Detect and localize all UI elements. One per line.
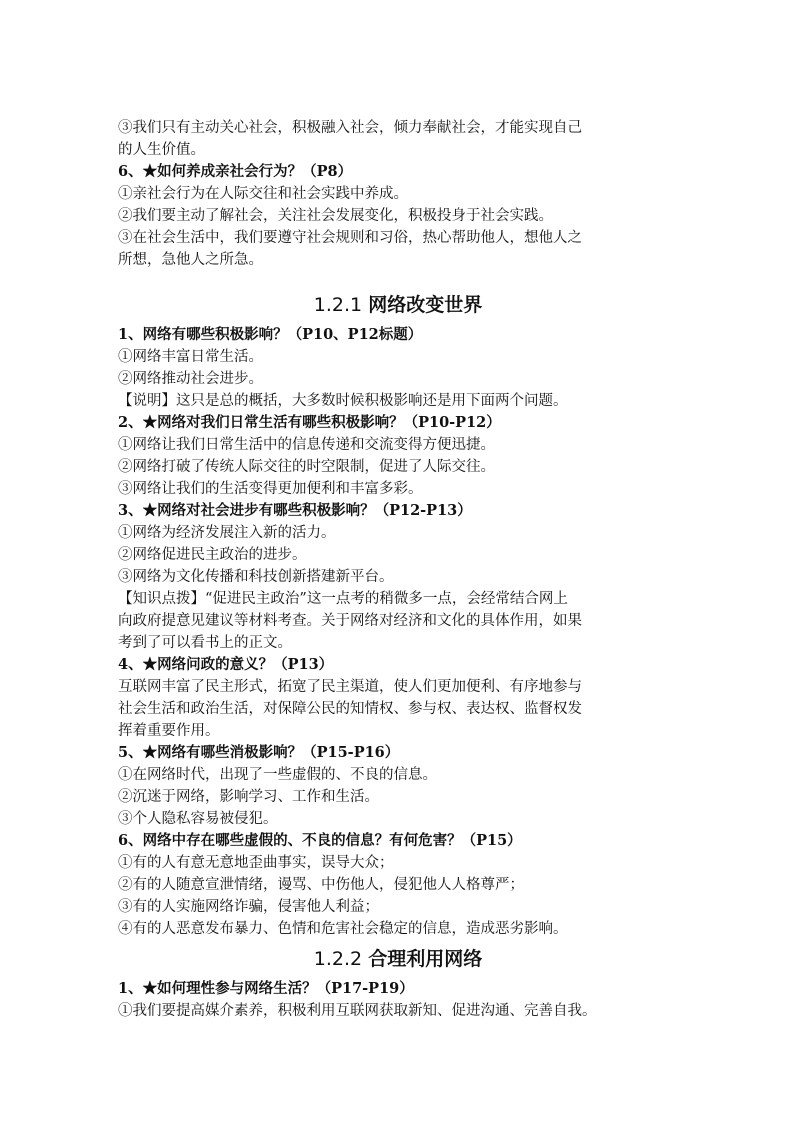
question-heading: 6、★如何养成亲社会行为？（P8） — [118, 163, 353, 180]
question-heading: 5、★网络有哪些消极影响？（P15-P16） — [118, 744, 400, 761]
text-line: ②我们要主动了解社会，关注社会发展变化，积极投身于社会实践。 — [118, 208, 553, 224]
text-line: ②网络促进民主政治的进步。 — [118, 547, 307, 563]
text-line: ③我们只有主动关心社会，积极融入社会，倾力奉献社会，才能实现自己 — [118, 120, 582, 136]
text-line: 所想，急他人之所急。 — [118, 252, 263, 268]
text-line: ②沉迷于网络，影响学习、工作和生活。 — [118, 789, 379, 805]
section-title-text: 网络改变世界 — [368, 294, 483, 316]
section-number: 1.2.1 — [313, 294, 363, 316]
section-number: 1.2.2 — [313, 948, 363, 970]
text-line: 互联网丰富了民主形式，拓宽了民主渠道，使人们更加便利、有序地参与 — [118, 679, 582, 695]
text-line: ③有的人实施网络诈骗，侵害他人利益； — [118, 899, 379, 915]
text-line: 挥着重要作用。 — [118, 723, 220, 739]
section-title-text: 合理利用网络 — [368, 948, 483, 970]
question-heading: 4、★网络问政的意义？（P13） — [118, 656, 334, 673]
question-heading: 6、网络中存在哪些虚假的、不良的信息？有何危害？（P15） — [118, 832, 522, 849]
section-title — [118, 946, 678, 972]
question-heading: 3、★网络对社会进步有哪些积极影响？（P12-P13） — [118, 502, 472, 519]
text-line: 的人生价值。 — [118, 142, 205, 158]
text-line: ③网络为文化传播和科技创新搭建新平台。 — [118, 569, 394, 585]
text-line: ③在社会生活中，我们要遵守社会规则和习俗，热心帮助他人，想他人之 — [118, 230, 582, 246]
text-line: ②网络打破了传统人际交往的时空限制，促进了人际交往。 — [118, 459, 495, 475]
text-line: ③网络让我们的生活变得更加便利和丰富多彩。 — [118, 481, 423, 497]
text-line: ④有的人恶意发布暴力、色情和危害社会稳定的信息，造成恶劣影响。 — [118, 921, 568, 937]
note-line: 考到了可以看书上的正文。 — [118, 635, 292, 651]
text-line: ①在网络时代，出现了一些虚假的、不良的信息。 — [118, 767, 437, 783]
text-line: ①有的人有意无意地歪曲事实，误导大众； — [118, 855, 394, 871]
text-line: ②有的人随意宣泄情绪，谩骂、中伤他人，侵犯他人人格尊严； — [118, 877, 524, 893]
text-line: ②网络推动社会进步。 — [118, 371, 263, 387]
section-title — [118, 292, 678, 318]
text-line: ①网络丰富日常生活。 — [118, 349, 263, 365]
note-line: 【说明】这只是总的概括，大多数时候积极影响还是用下面两个问题。 — [118, 393, 568, 409]
text-line: ①网络为经济发展注入新的活力。 — [118, 525, 336, 541]
text-line: ①网络让我们日常生活中的信息传递和交流变得方便迅捷。 — [118, 437, 495, 453]
question-heading: 1、网络有哪些积极影响？（P10、P12标题） — [118, 326, 423, 343]
question-heading: 1、★如何理性参与网络生活？（P17-P19） — [118, 980, 414, 997]
text-line: ①亲社会行为在人际交往和社会实践中养成。 — [118, 186, 408, 202]
text-line: ①我们要提高媒介素养，积极利用互联网获取新知、促进沟通、完善自我。 — [118, 1003, 597, 1019]
note-line: 向政府提意见建议等材料考查。关于网络对经济和文化的具体作用，如果 — [118, 613, 582, 629]
note-line: 【知识点拨】“促进民主政治”这一点考的稍微多一点，会经常结合网上 — [118, 591, 568, 607]
text-line: 社会生活和政治生活，对保障公民的知情权、参与权、表达权、监督权发 — [118, 701, 582, 717]
question-heading: 2、★网络对我们日常生活有哪些积极影响？（P10-P12） — [118, 414, 501, 431]
text-line: ③个人隐私容易被侵犯。 — [118, 811, 278, 827]
